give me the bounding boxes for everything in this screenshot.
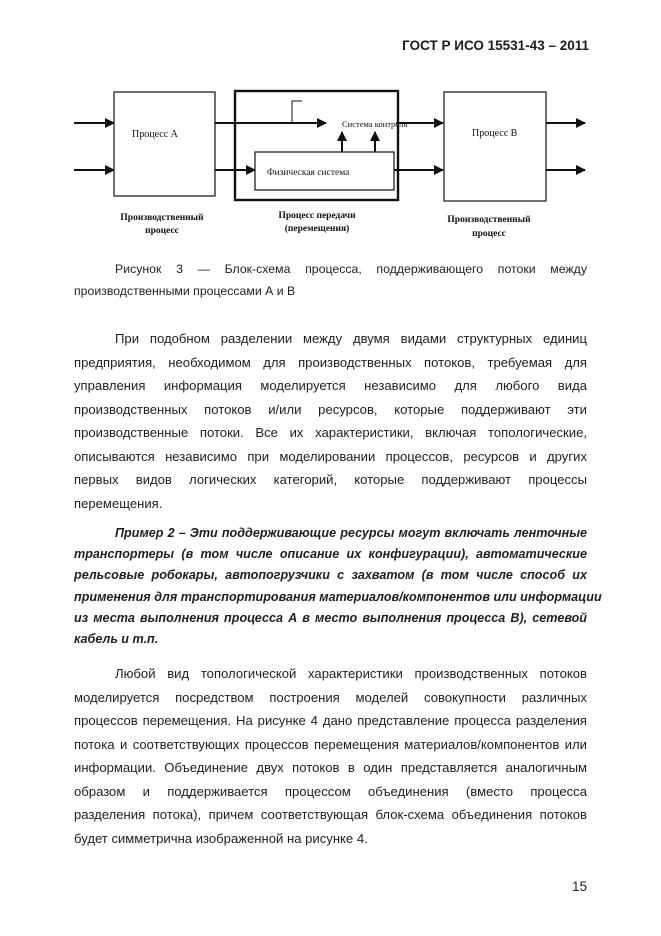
process-b-box xyxy=(444,92,546,201)
figure-caption xyxy=(74,258,587,302)
physical-system-label: Физическая система xyxy=(267,168,350,178)
label-right-line1: Производственный xyxy=(447,215,531,225)
paragraph-2-line: Любой вид топологической характеристики производственных потоков xyxy=(115,666,587,681)
example-line: из места выполнения процесса А в место выполнения процесса В), сетевой xyxy=(74,610,587,625)
example-2 xyxy=(74,523,602,650)
document-header: ГОСТ Р ИСО 15531-43 – 2011 xyxy=(402,38,589,53)
label-middle-line1: Процесс передачи xyxy=(278,211,356,221)
example-line: кабель и т.п. xyxy=(74,632,159,647)
caption-line-2: производственными процессами А и В xyxy=(74,284,296,298)
paragraph-2-line: моделируется посредством построения моделей совокупности различных xyxy=(74,689,587,705)
paragraph-1-line: предприятия, необходимом для производственных потоков, требуемая для xyxy=(74,354,587,370)
process-a-box xyxy=(114,92,215,196)
paragraph-2 xyxy=(74,662,587,850)
paragraph-1-line: производственные потоки. Все их характеристики, включая топологические, xyxy=(74,425,587,440)
paragraph-1 xyxy=(74,327,587,515)
process-a-label: Процесс А xyxy=(132,129,178,140)
paragraph-2-line: образом и поддерживается процессом объединения (вместо процесса xyxy=(74,783,587,799)
paragraph-1-line: описываются независимо при моделировании процессов, ресурсов и других xyxy=(74,448,587,464)
paragraph-2-line: потока и соответствующих процессов перемещения материалов/компонентов или xyxy=(74,736,587,752)
block-diagram xyxy=(74,82,594,244)
paragraph-1-line: перемещения. xyxy=(74,495,163,511)
paragraph-1-line: производственных потоков и/или ресурсов, которые поддерживают эти xyxy=(74,401,587,417)
paragraph-1-line: При подобном разделении между двумя видами структурных единиц xyxy=(115,331,587,346)
paragraph-1-line: первых видов логических категорий, которые поддерживают процессы xyxy=(74,472,587,487)
example-line: транспортеры (в том числе описание их конфигурации), автоматические xyxy=(74,547,587,562)
label-left-line1: Производственный xyxy=(120,213,204,223)
process-b-label: Процесс В xyxy=(472,128,518,139)
paragraph-2-line: процессов перемещения. На рисунке 4 дано представление процесса разделения xyxy=(74,713,587,728)
label-left-line2: процесс xyxy=(145,226,179,236)
paragraph-2-line: разделения потока), причем соответствующая блок-схема объединения потоков xyxy=(74,807,587,822)
label-middle-line2: (перемещения) xyxy=(284,224,350,234)
example-line: Пример 2 – Эти поддерживающие ресурсы могут включать ленточные xyxy=(115,526,587,540)
example-line: рельсовые робокары, автопогрузчики с захватом (в том числе способ их xyxy=(74,568,587,583)
paragraph-1-line: управления информация моделируется независимо для любого вида xyxy=(74,378,587,393)
example-line: применения для транспортирования материалов/компонентов или информации xyxy=(74,589,602,604)
caption-line-1: Рисунок 3 — Блок-схема процесса, поддерживающего потоки между xyxy=(115,262,587,276)
paragraph-2-line: будет симметрична изображенной на рисунке 4. xyxy=(74,830,368,846)
paragraph-2-line: информации. Объединение двух потоков в один представляется аналогичным xyxy=(74,760,587,775)
control-system-label: Система контроля xyxy=(342,119,408,129)
label-right-line2: процесс xyxy=(472,229,506,239)
page-number: 15 xyxy=(571,879,587,894)
block-diagram-svg xyxy=(74,82,594,244)
